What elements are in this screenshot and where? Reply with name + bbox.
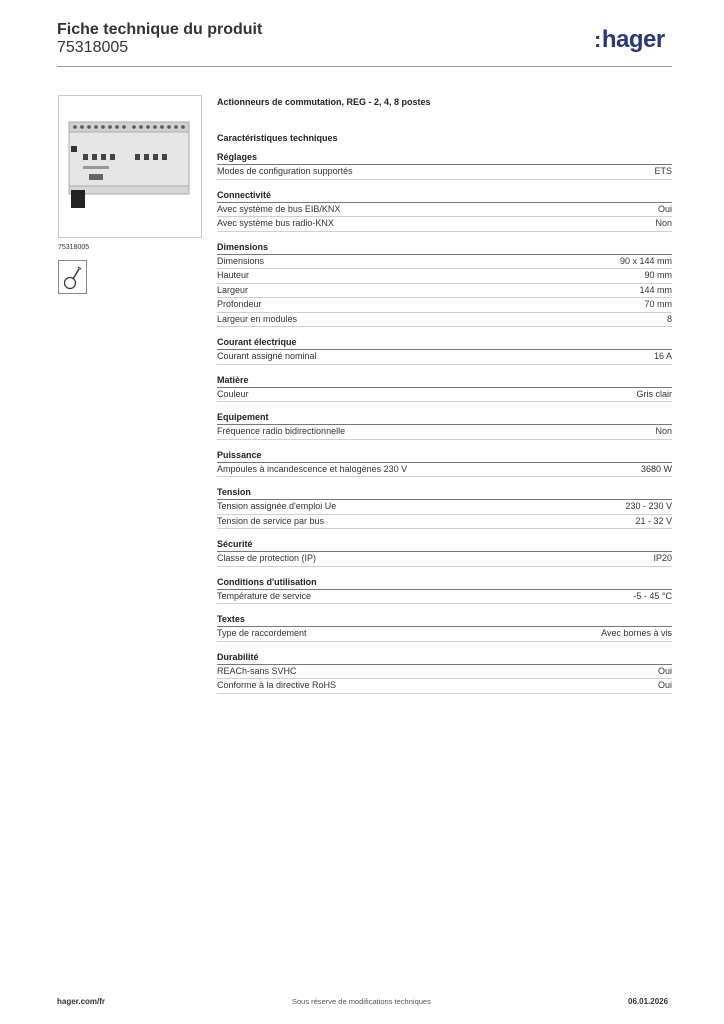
spec-value: 90 mm xyxy=(644,270,672,280)
product-image xyxy=(58,95,202,238)
spec-label: Type de raccordement xyxy=(217,628,307,638)
spec-value: Gris clair xyxy=(636,388,672,399)
spec-sections xyxy=(217,151,672,694)
spec-section xyxy=(217,576,672,605)
section-title: Réglages xyxy=(217,151,672,165)
spec-section xyxy=(217,613,672,642)
section-title: Matière xyxy=(217,374,672,388)
spec-label: Ampoules à incandescence et halogènes 230 V xyxy=(217,463,408,474)
spec-value: 21 - 32 V xyxy=(635,515,672,526)
spec-row xyxy=(217,350,672,365)
spec-row xyxy=(217,627,672,642)
section-title: Textes xyxy=(217,613,672,627)
spec-value: Non xyxy=(655,218,672,228)
spec-section xyxy=(217,241,672,328)
spec-value: 144 mm xyxy=(639,284,672,295)
section-title: Conditions d'utilisation xyxy=(217,576,672,590)
spec-label: Température de service xyxy=(217,590,312,601)
spec-label: Couleur xyxy=(217,388,249,399)
spec-value: 16 A xyxy=(653,351,672,361)
spec-label: Courant assigné nominal xyxy=(217,351,317,361)
spec-value: Oui xyxy=(657,665,672,676)
footer-date: 06.01.2026 xyxy=(628,997,669,1006)
spec-label: Dimensions xyxy=(217,255,265,266)
spec-row xyxy=(217,298,672,313)
spec-value: 90 x 144 mm xyxy=(619,255,672,266)
spec-row xyxy=(217,313,672,328)
logo-text: hager xyxy=(601,26,665,53)
spec-value: Non xyxy=(655,426,672,436)
section-title: Equipement xyxy=(217,411,672,425)
section-title: Tension xyxy=(217,486,672,500)
spec-label: Conforme à la directive RoHS xyxy=(217,680,337,690)
section-title: Courant électrique xyxy=(217,336,672,350)
hager-logo: :hager xyxy=(594,26,665,53)
section-title: Sécurité xyxy=(217,538,672,552)
footer-website: hager.com/fr xyxy=(57,997,106,1006)
spec-row xyxy=(217,500,672,515)
section-title: Puissance xyxy=(217,449,672,463)
image-code: 75318005 xyxy=(58,244,90,251)
spec-label: Tension de service par bus xyxy=(217,515,325,526)
footer-disclaimer: Sous réserve de modifications techniques xyxy=(292,997,431,1006)
spec-label: Avec système de bus EIB/KNX xyxy=(217,203,341,214)
spec-section xyxy=(217,151,672,180)
header-divider xyxy=(57,66,672,67)
spec-label: Tension assignée d'emploi Ue xyxy=(217,501,337,511)
spec-row xyxy=(217,255,672,270)
spec-row xyxy=(217,269,672,284)
spec-section xyxy=(217,538,672,567)
spec-row xyxy=(217,165,672,180)
spec-section xyxy=(217,651,672,694)
spec-value: ETS xyxy=(654,166,672,176)
spec-label: Avec système bus radio-KNX xyxy=(217,218,334,228)
spec-label: Modes de configuration supportés xyxy=(217,166,353,176)
spec-row xyxy=(217,679,672,694)
spec-value: 70 mm xyxy=(644,299,672,309)
spec-label: Fréquence radio bidirectionnelle xyxy=(217,426,346,436)
spec-section xyxy=(217,486,672,529)
section-title: Dimensions xyxy=(217,241,672,255)
spec-value: IP20 xyxy=(653,553,672,563)
specs-heading: Caractéristiques techniques xyxy=(217,133,338,143)
spec-row xyxy=(217,665,672,680)
spec-value: 230 - 230 V xyxy=(625,501,672,511)
spec-value: Oui xyxy=(657,203,672,214)
spec-label: Hauteur xyxy=(217,270,250,280)
spec-value: 8 xyxy=(666,313,672,324)
section-title: Durabilité xyxy=(217,651,672,665)
spec-row xyxy=(217,425,672,440)
spec-value: Avec bornes à vis xyxy=(601,628,672,638)
spec-row xyxy=(217,552,672,567)
spec-label: REACh-sans SVHC xyxy=(217,665,297,676)
spec-row xyxy=(217,388,672,403)
spec-value: Oui xyxy=(657,680,672,690)
spec-label: Largeur xyxy=(217,284,249,295)
page-title: Fiche technique du produit xyxy=(57,21,263,38)
spec-row xyxy=(217,515,672,530)
spec-row xyxy=(217,590,672,605)
spec-row xyxy=(217,463,672,478)
spec-content xyxy=(217,95,672,703)
product-title: Actionneurs de commutation, REG - 2, 4, 8 postes xyxy=(217,97,431,107)
section-title: Connectivité xyxy=(217,189,672,203)
spec-section xyxy=(217,189,672,232)
spec-section xyxy=(217,374,672,403)
spec-row xyxy=(217,217,672,232)
spec-row xyxy=(217,203,672,218)
spec-row xyxy=(217,284,672,299)
spec-label: Profondeur xyxy=(217,299,262,309)
screwdriver-icon xyxy=(58,260,87,294)
spec-value: 3680 W xyxy=(640,463,672,474)
spec-label: Largeur en modules xyxy=(217,313,298,324)
spec-section xyxy=(217,449,672,478)
spec-section xyxy=(217,336,672,365)
product-code: 75318005 xyxy=(57,39,129,56)
spec-label: Classe de protection (IP) xyxy=(217,553,317,563)
spec-section xyxy=(217,411,672,440)
spec-value: -5 - 45 °C xyxy=(633,590,672,601)
